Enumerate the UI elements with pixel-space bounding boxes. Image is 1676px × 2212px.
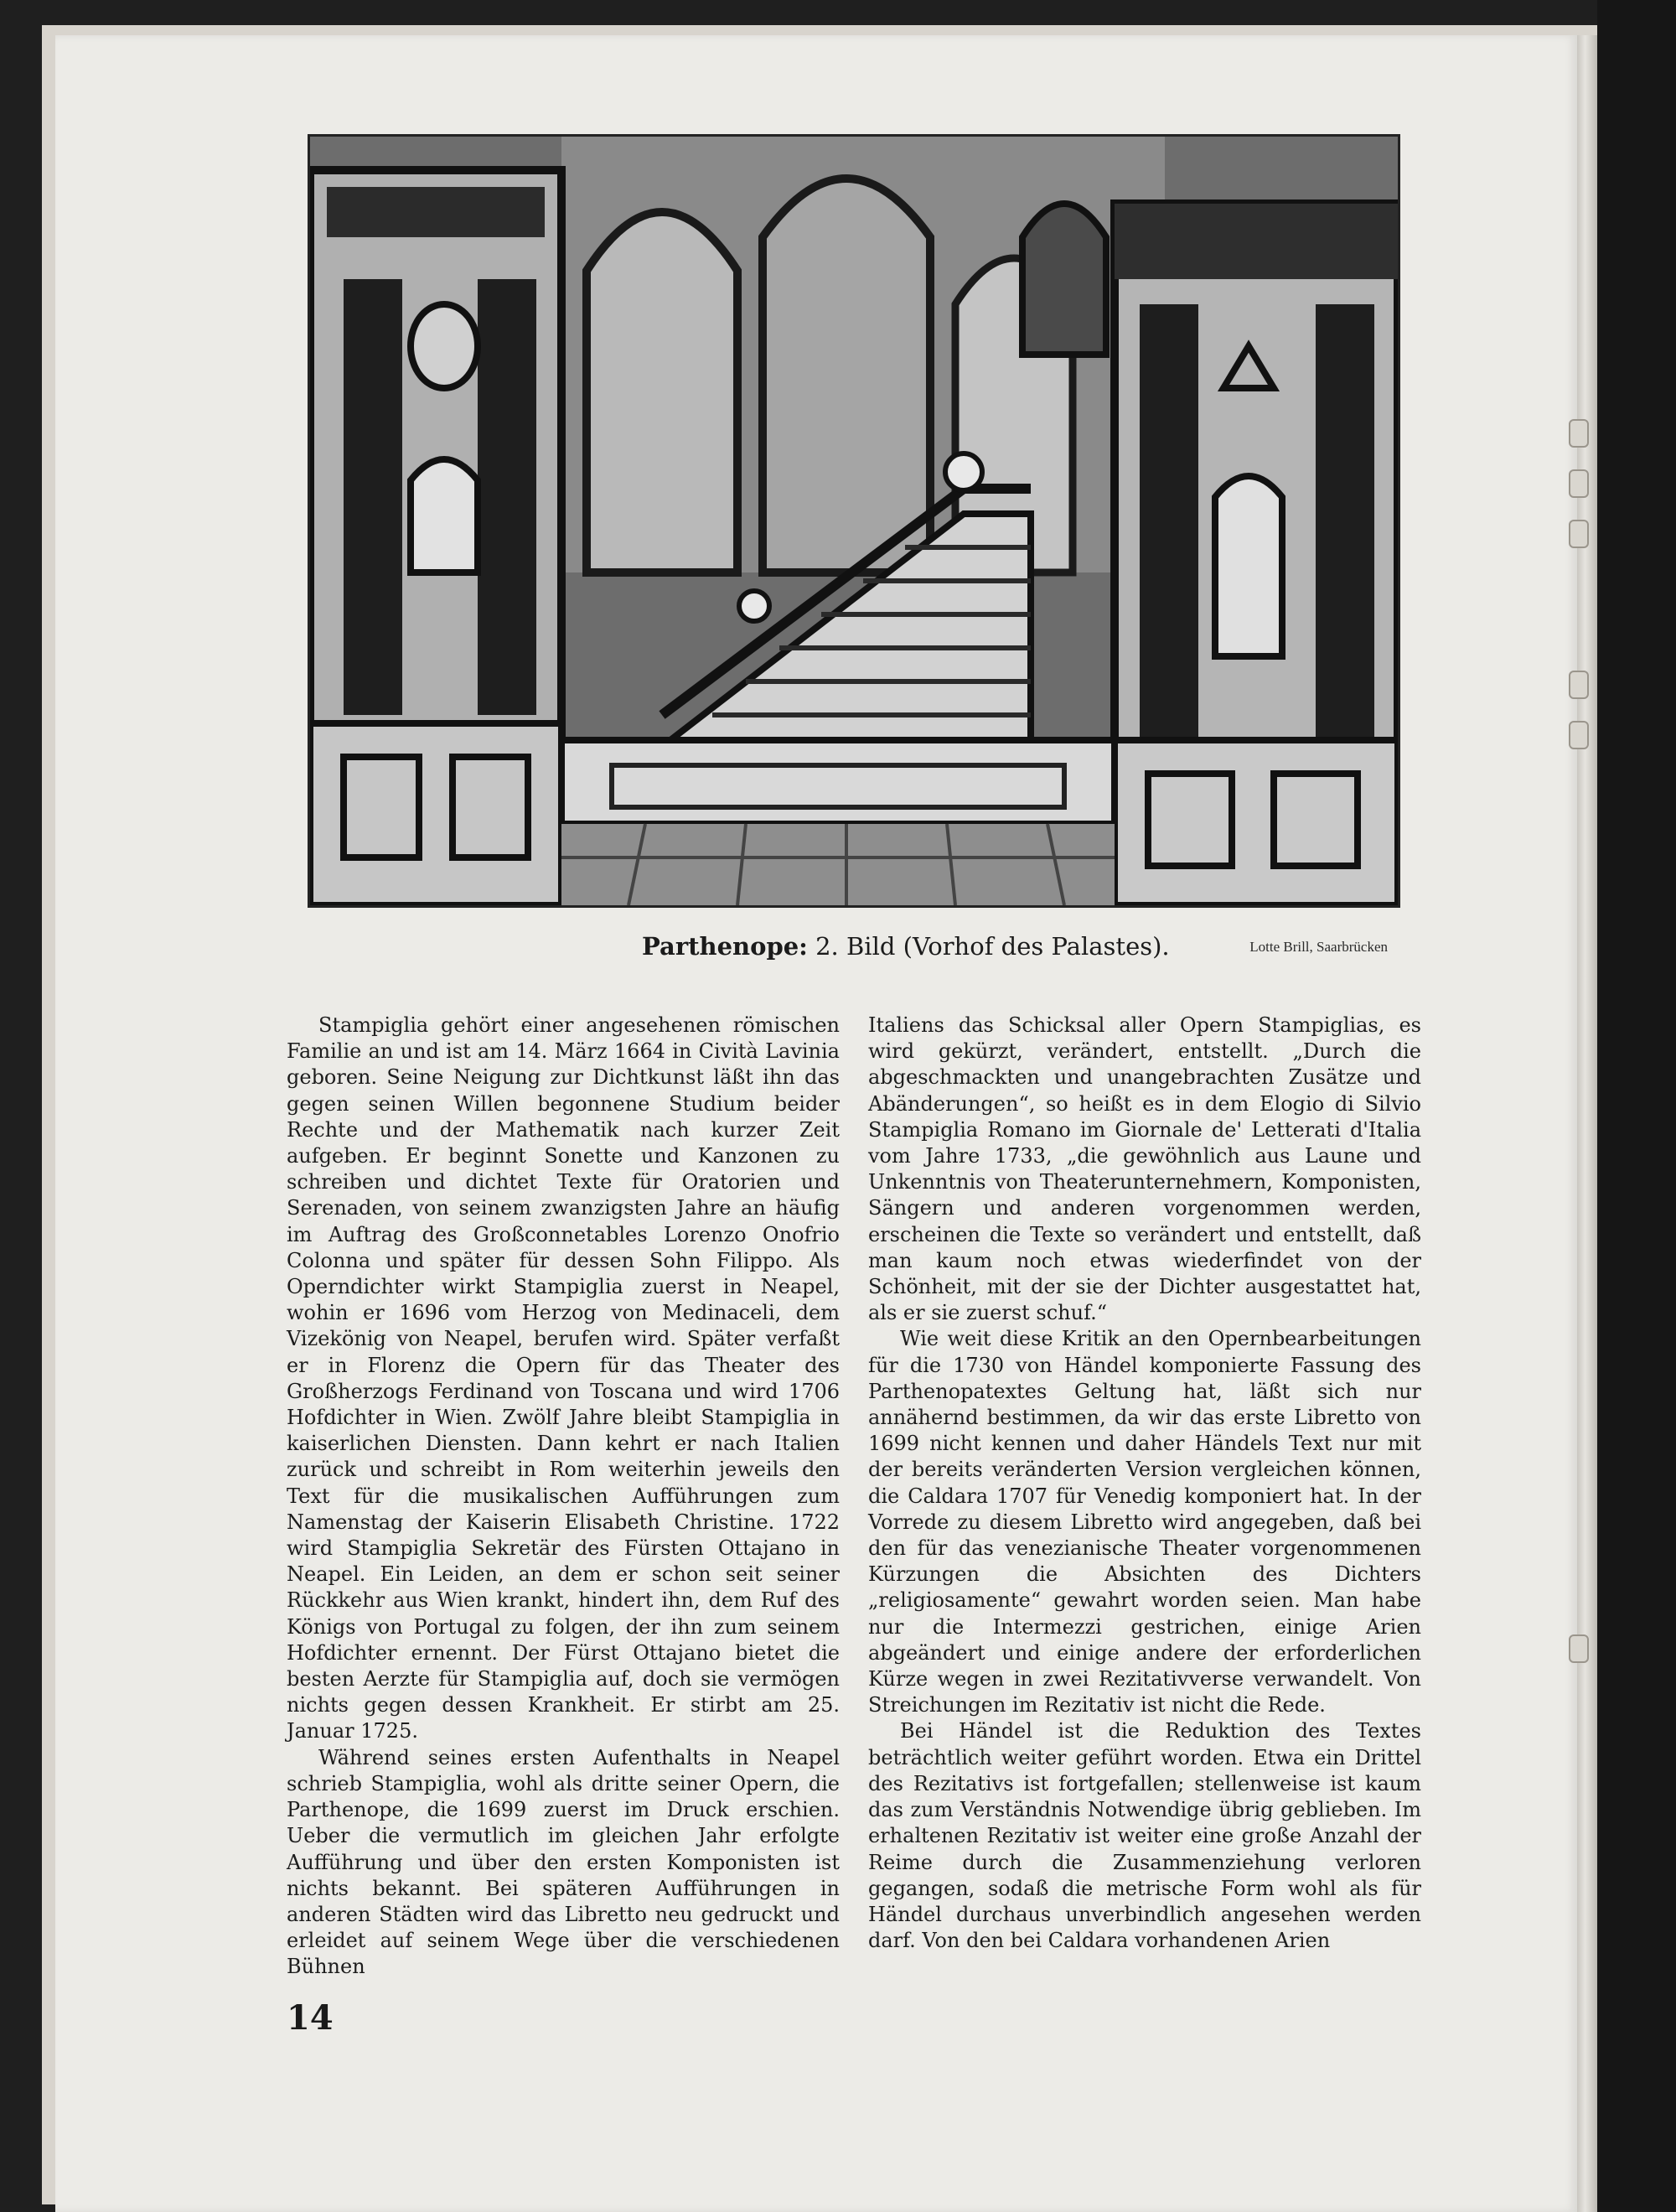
page-number: 14 [287, 1998, 334, 2038]
paragraph: Stampiglia gehört einer angesehenen römischen Familie an und ist am 14. März 1664 in Cività Lavinia geboren. Seine Neigung zur Dichtkunst läßt ihn das gegen seinen Willen begonnene Studium beider Rechte und der Mathematik nach kurzer Zeit aufgeben. Er beginnt Sonette und Kanzonen zu schreiben und dichtet Texte für Oratorien und Serenaden, von seinem zwanzigsten Jahre an häufig im Auftrag des Großconnetables Lorenzo Onofrio Colonna und später für dessen Sohn Filippo. Als Operndichter wirkt Stampiglia zuerst in Neapel, wohin er 1696 vom Herzog von Medinaceli, dem Vizekönig von Neapel, berufen wird. Später verfaßt er in Florenz die Opern für das Theater des Großherzogs Ferdinand von Toscana und wird 1706 Hofdichter in Wien. Zwölf Jahre bleibt Stampiglia in kaiserlichen Diensten. Dann kehrt er nach Italien zurück und schreibt in Rom weiterhin jeweils den Text für die musikalischen Aufführungen zum Namenstag der Kaiserin Elisabeth Christine. 1722 wird Stampiglia Sekretär des Fürsten Ottajano in Neapel. Ein Leiden, an dem er schon seit seiner Rückkehr aus Wien krankt, hindert ihn, dem Ruf des Königs von Portugal zu folgen, der ihn zum seinem Hofdichter ernennt. Der Fürst Ottajano bietet die besten Aerzte für Stampiglia auf, doch sie vermögen nichts gegen dessen Krankheit. Er stirbt am 25. Januar 1725. [287, 1013, 840, 1743]
left-column [287, 1013, 840, 1981]
stage-set-drawing [310, 137, 1398, 905]
paragraph: Wie weit diese Kritik an den Opernbearbeitungen für die 1730 von Händel komponierte Fassung des Parthenopatextes Geltung hat, läßt sich nur annähernd bestimmen, da wir das erste Libretto von 1699 nicht kennen und daher Händels Text nur mit der bereits veränderten Version vergleichen können, die Caldara 1707 für Venedig komponiert hat. In der Vorrede zu diesem Libretto wird angegeben, daß bei den für das venezianische Theater vorgenommenen Kürzungen die Absichten des Dichters „religiosamente“ gewahrt worden seien. Man habe nur die Intermezzi gestrichen, einige Arien abgeändert und einige andere der erforderlichen Kürze wegen in zwei Rezitativverse verwandelt. Von Streichungen im Rezitativ ist nicht die Rede. [868, 1327, 1421, 1717]
stage-set-illustration [308, 134, 1400, 908]
caption-credit: Lotte Brill, Saarbrücken [1249, 939, 1388, 955]
scan-border [1597, 0, 1676, 2212]
page-edge [1577, 35, 1597, 2212]
caption-title-rest: 2. Bild (Vorhof des Palastes). [807, 932, 1170, 961]
binding-staple [1569, 671, 1589, 699]
binding-staple [1569, 520, 1589, 548]
right-column [868, 1013, 1421, 1954]
binding-staple [1569, 419, 1589, 448]
paragraph: Während seines ersten Aufenthalts in Neapel schrieb Stampiglia, wohl als dritte seiner Opern, die Parthenope, die 1699 zuerst im Druck erschien. Ueber die vermutlich im gleichen Jahr erfolgte Aufführung und über den ersten Komponisten ist nichts bekannt. Bei späteren Aufführungen in anderen Städten wird das Libretto neu gedruckt und erleidet auf seinem Wege über die verschiedenen Bühnen [287, 1745, 840, 1979]
caption-title-bold: Parthenope: [642, 932, 808, 961]
binding-staple [1569, 469, 1589, 498]
binding-staple [1569, 721, 1589, 749]
figure-caption [307, 932, 1396, 974]
binding-staple [1569, 1634, 1589, 1663]
caption-title [642, 932, 1170, 961]
paragraph: Bei Händel ist die Reduktion des Textes beträchtlich weiter geführt worden. Etwa ein Drittel des Rezitativs ist fortgefallen; stellenweise ist kaum das zum Verständnis Notwendige übrig geblieben. Im erhaltenen Rezitativ ist weiter eine große Anzahl der Reime durch die Zusammenziehung verloren gegangen, sodaß die metrische Form wohl als für Händel durchaus unverbindlich angesehen werden darf. Von den bei Caldara vorhandenen Arien [868, 1719, 1421, 1953]
paragraph: Italiens das Schicksal aller Opern Stampiglias, es wird gekürzt, verändert, entstellt. „Durch die abgeschmackten und unangebrachten Zusätze und Abänderungen“, so heißt es in dem Elogio di Silvio Stampiglia Romano im Giornale de' Letterati d'Italia vom Jahre 1733, „die gewöhnlich aus Laune und Unkenntnis von Theaterunternehmern, Komponisten, Sängern und anderen vorgenommen werden, erscheinen die Texte so verändert und entstellt, daß man kaum noch etwas wiederfindet von der Schönheit, mit der sie der Dichter ausgestattet hat, als er sie zuerst schuf.“ [868, 1013, 1421, 1325]
